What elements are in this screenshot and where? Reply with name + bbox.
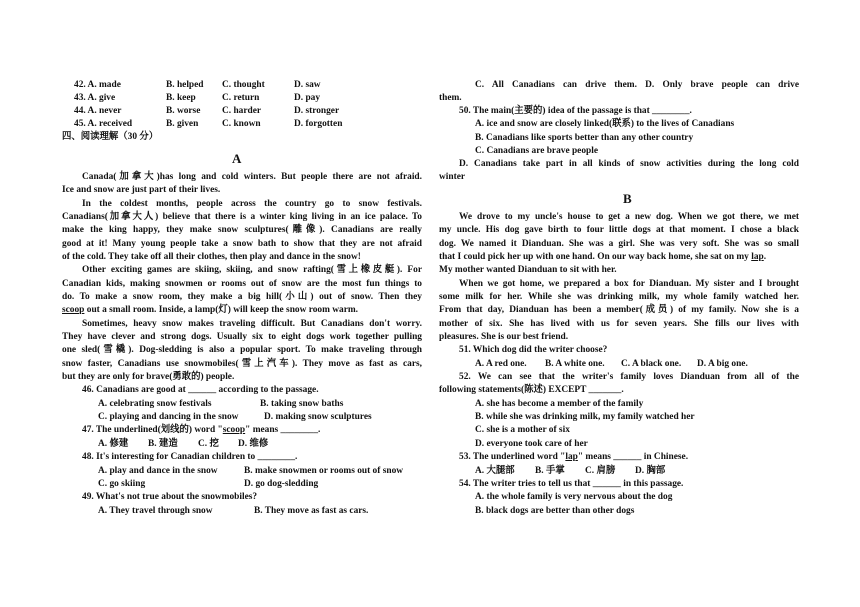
passage-line: my uncle. His dog gave birth to four little dogs at that moment. I chose a black [439,225,799,235]
passage-line: Canadian kids, making snowmen or rooms out of snow are the most fun things to [62,279,422,289]
passage-text: that I could pick her up with one hand. On our way back home, she sat on my [439,252,752,262]
option-row-43 [74,92,320,104]
passage-line: one sled(雪橇). Dog-sledding is also a popular sport. To make traveling through [62,345,422,355]
passage-line: From that day, Dianduan has been a member(成员) of my family. Now she is a [439,305,799,315]
option-row-42 [74,79,321,91]
q50-option-d: D. Canadians take part in all kinds of snow activities during the long cold [459,159,799,169]
q53-option-c: C. 肩膀 [585,466,616,476]
q47-option-c: C. 挖 [198,439,219,449]
q49-options-cd-wrap: them. [439,93,462,103]
passage-line: mother of six. She has lived with us for seven years. She fills our lives with [439,319,799,329]
option-row-45 [74,118,342,130]
option-a: 44. A. never [74,106,122,116]
q51-option-a: A. A red one. [475,359,527,369]
option-d: D. forgotten [294,119,343,129]
question-53 [459,451,688,463]
q49-option-b: B. They move as fast as cars. [254,506,369,516]
q53-option-d: D. 胸部 [635,466,666,476]
passage-line: some milk for her. While she was drinking milk, my whole family watched her. [439,292,799,302]
q53-option-a: A. 大腿部 [475,466,515,476]
passage-line-scoop [62,304,358,316]
option-b: B. given [166,119,199,129]
q51-option-c: C. A black one. [621,359,682,369]
q52-option-a: A. she has become a member of the family [475,399,644,409]
question-52: 52. We can see that the writer's family loves Dianduan from all of the [459,372,799,382]
q49-option-a: A. They travel through snow [98,506,213,516]
option-a: 43. A. give [74,93,116,103]
q52-option-d: D. everyone took care of her [475,439,588,449]
q47-text: 47. The underlined(划线的) word " [82,425,223,435]
q48-option-a: A. play and dance in the snow [98,466,218,476]
option-b: B. keep [166,93,196,103]
q53-option-b: B. 手掌 [535,466,565,476]
period: . [763,252,767,262]
q48-option-c: C. go skiing [98,479,146,489]
q50-option-c: C. Canadians are brave people [475,146,599,156]
option-c: C. return [222,93,260,103]
passage-line: good at it! Many young people take a snow bath to show that they are not afraid [62,239,422,249]
passage-line: In the coldest months, people across the country go to snow festivals. [82,199,422,209]
option-a: 42. A. made [74,80,121,90]
option-c: C. thought [222,80,265,90]
q46-option-c: C. playing and dancing in the snow [98,412,239,422]
question-51: 51. Which dog did the writer choose? [459,345,608,355]
q47-option-a: A. 修建 [98,439,129,449]
q50-option-b: B. Canadians like sports better than any other country [475,133,694,143]
passage-title-a: A [232,151,242,166]
q47-text: " means ________. [245,425,321,435]
q46-option-d: D. making snow sculptures [264,412,372,422]
question-50: 50. The main(主要的) idea of the passage is that ________. [459,106,692,116]
q53-text: 53. The underlined word " [459,452,566,462]
passage-line: Ice and snow are just part of their lives. [62,185,221,195]
lap-underlined-word: lap [751,252,764,262]
passage-line: Canadians(加拿大人) believe that there is a winter king living in an ice palace. To [62,212,422,222]
q46-option-a: A. celebrating snow festivals [98,399,212,409]
passage-line: They have clever and strong dogs. Usually six to eight dogs work together pulling [62,332,422,342]
q52-option-b: B. while she was drinking milk, my family watched her [475,412,695,422]
q48-option-d: D. go dog-sledding [244,479,319,489]
q48-option-b: B. make snowmen or rooms out of snow [244,466,404,476]
option-d: D. stronger [294,106,340,116]
passage-line-lap [439,251,799,263]
passage-line: My mother wanted Dianduan to sit with her. [439,265,617,275]
question-52-wrap: following statements(陈述) EXCEPT _______. [439,385,624,395]
q50-option-a: A. ice and snow are closely linked(联系) to the lives of Canadians [475,119,735,129]
q47-underlined-word: scoop [222,425,246,435]
option-a: 45. A. received [74,119,133,129]
passage-line: Canada(加拿大)has long and cold winters. But people there are not afraid. [82,172,422,182]
option-c: C. known [222,119,261,129]
option-b: B. worse [166,106,201,116]
passage-line: pleasures. She is our best friend. [439,332,569,342]
q53-underlined-word: lap [565,452,578,462]
passage-line: but they are only for brave(勇敢的) people. [62,372,235,382]
q51-option-d: D. A big one. [697,359,748,369]
passage-line: do. To make a snow room, they make a big hill(小山) out of snow. Then they [62,292,422,302]
q53-text: " means ______ in Chinese. [577,452,689,462]
question-54: 54. The writer tries to tell us that ______ in this passage. [459,479,684,489]
q52-option-c: C. she is a mother of six [475,425,570,435]
passage-line: When we got home, we prepared a box for Dianduan. My sister and I brought [459,279,799,289]
passage-line: snow faster, Canadians use snowmobiles(雪上汽车). They move as fast as cars, [62,359,422,369]
passage-line: Sometimes, heavy snow makes traveling difficult. But Canadians don't worry. [82,319,422,329]
passage-text: out a small room. Inside, a lamp(灯) will keep the snow room warm. [84,305,359,315]
question-48: 48. It's interesting for Canadian children to ________. [82,452,298,462]
q54-option-b: B. black dogs are better than other dogs [475,506,635,516]
section-heading: 四、阅读理解（30 分） [62,132,159,142]
passage-line: Other exciting games are skiing, skiing, and snow rafting(雪上橡皮艇). For [82,265,422,275]
option-row-44 [74,105,339,117]
option-d: D. saw [294,80,321,90]
q47-option-b: B. 建造 [148,439,178,449]
option-b: B. helped [166,80,204,90]
option-d: D. pay [294,93,321,103]
option-c: C. harder [222,106,262,116]
q47-option-d: D. 维修 [238,439,269,449]
passage-line: We drove to my uncle's house to get a new dog. When we got there, we met [459,212,799,222]
passage-line: dog. We named it Dianduan. She was a girl. She was very soft. She was so small [439,239,799,249]
q51-option-b: B. A white one. [545,359,605,369]
scoop-underlined-word: scoop [62,305,85,315]
question-47 [82,424,320,436]
q49-options-cd: C. All Canadians can drive them. D. Only brave people can drive [475,80,799,90]
passage-line: make the king happy, they make snow sculptures(雕像). Canadians are really [62,225,422,235]
passage-title-b: B [623,191,632,206]
question-49: 49. What's not true about the snowmobiles? [82,492,258,502]
q50-option-d-wrap: winter [439,172,466,182]
q46-option-b: B. taking snow baths [260,399,344,409]
question-46: 46. Canadians are good at ______ according to the passage. [82,385,319,395]
q54-option-a: A. the whole family is very nervous about the dog [475,492,673,502]
passage-line: of the cold. They take off all their clothes, then play and dance in the snow! [62,252,361,262]
